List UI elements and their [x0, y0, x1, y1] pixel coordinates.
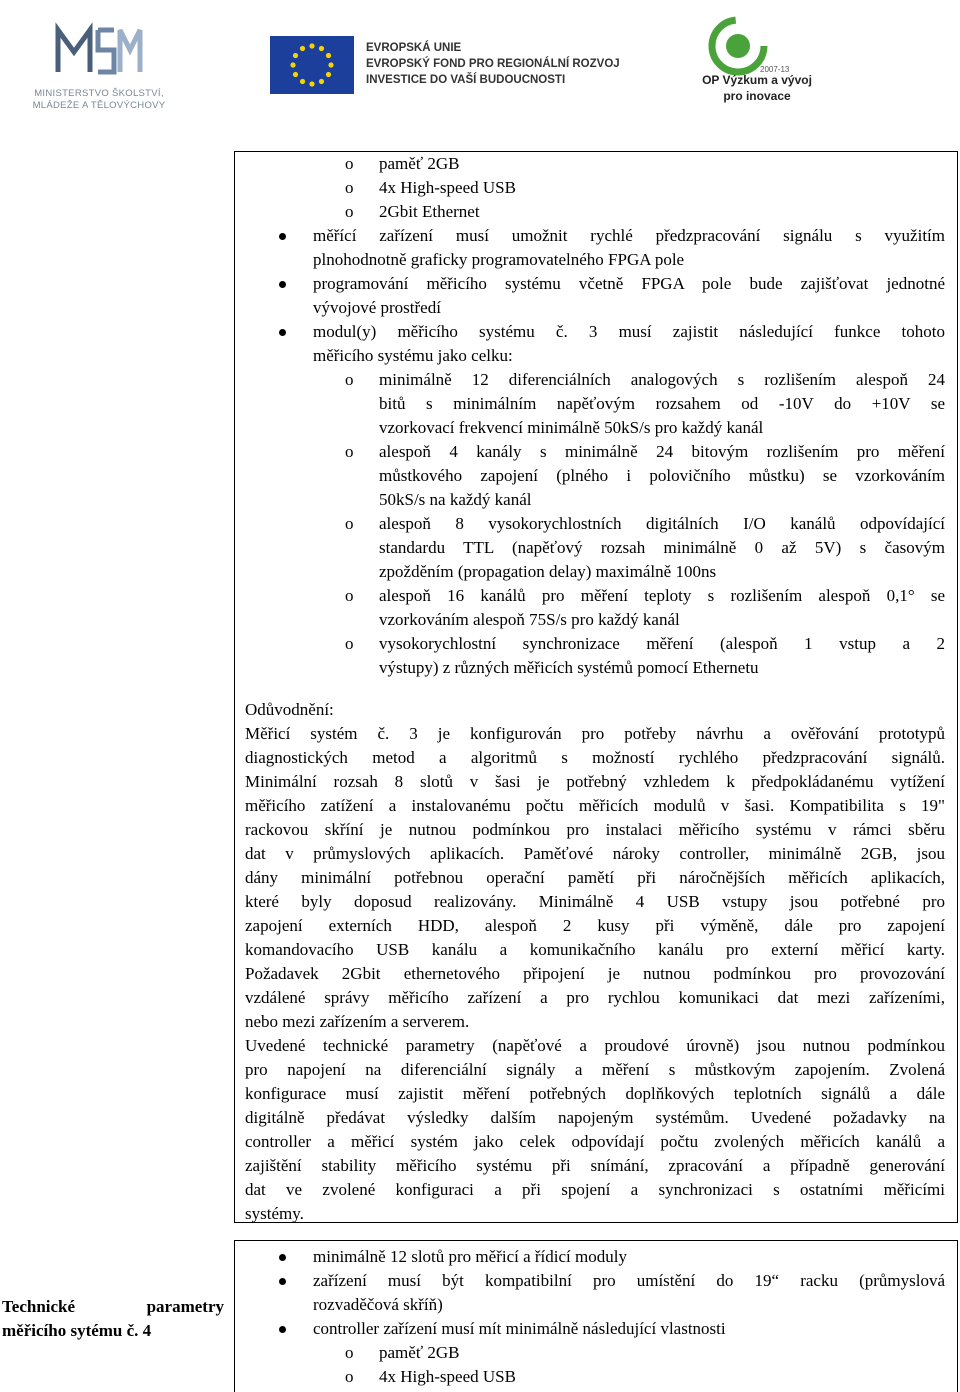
section-label-line1: Technické parametry	[2, 1297, 224, 1316]
sub-marker: o	[345, 1367, 354, 1386]
paragraph-line: dat v průmyslových aplikacích. Paměťové nároky controller, minimálně 2GB, jsou	[245, 844, 945, 863]
bullet-text: měřící zařízení musí umožnit rychlé předzpracování signálu s využitím	[313, 226, 945, 245]
sub-item: alespoň 16 kanálů pro měření teploty s rozlišením alespoň 0,1° se	[379, 586, 945, 605]
bullet-text: rozvaděčová skříň)	[313, 1295, 443, 1314]
paragraph-line: komandovacího USB kanálu a komunikačního kanálu pro externí měřicí karty.	[245, 940, 945, 959]
paragraph-line: konfigurace musí zajistit měření potřebných doplňkových teplotních signálů a dále	[245, 1084, 945, 1103]
eu-line-1: EVROPSKÁ UNIE	[366, 42, 462, 54]
eu-star-icon	[319, 46, 324, 51]
parameters-box-3	[234, 151, 958, 1223]
eu-star-icon	[309, 81, 314, 86]
op-vyzkum-logo-icon	[690, 14, 820, 124]
sub-marker: o	[345, 178, 354, 197]
sub-item: vzorkováním alespoň 75S/s pro každý kanál	[379, 610, 680, 629]
paragraph-line: Minimální rozsah 8 slotů v šasi je potřebný vzhledem k předpokládanému vytížení	[245, 772, 945, 791]
paragraph-line: Požadavek 2Gbit ethernetového připojení je nutnou podmínkou pro provozování	[245, 964, 945, 983]
sub-item: zpožděním (propagation delay) maximálně 100ns	[379, 562, 717, 581]
paragraph-line: Měřicí systém č. 3 je konfigurován pro potřeby návrhu a ověřování prototypů	[245, 724, 945, 743]
bullet-icon	[279, 281, 286, 288]
op-years: 2007-13	[760, 65, 790, 74]
sub-item: výstupy) z různých měřicích systémů pomocí Ethernetu	[379, 658, 759, 677]
bullet-text: měřicího systému jako celku:	[313, 346, 513, 365]
section-label	[2, 1295, 224, 1343]
sub-marker: o	[345, 586, 354, 605]
paragraph-line: zajištění stability měřicího systému při snímání, zpracování a případně generování	[245, 1156, 945, 1175]
sub-marker: o	[345, 442, 354, 461]
bullet-icon	[279, 329, 286, 336]
sub-item: standardu TTL (napěťový rozsah minimálně 0 až 5V) s časovým	[379, 538, 945, 557]
bullet-text: zařízení musí být kompatibilní pro umístění do 19“ racku (průmyslová	[313, 1271, 945, 1290]
bullet-icon	[279, 1254, 286, 1261]
bullet-text: vývojové prostředí	[313, 298, 441, 317]
eu-star-icon	[328, 62, 333, 67]
sub-item: paměť 2GB	[379, 154, 460, 173]
bullet-text: modul(y) měřicího systému č. 3 musí zajistit následující funkce tohoto	[313, 322, 945, 341]
sub-item: 2Gbit Ethernet	[379, 202, 480, 221]
bullet-icon	[279, 1278, 286, 1285]
paragraph-line: systémy.	[245, 1204, 304, 1223]
sub-item: můstkového zapojení (plného i polovičního můstku) se vzorkováním	[379, 466, 945, 485]
bullet-text: minimálně 12 slotů pro měřicí a řídicí moduly	[313, 1247, 627, 1266]
paragraph-line: controller a měřicí systém jako celek odpovídají počtu zvolených měřicích kanálů a	[245, 1132, 945, 1151]
sub-item: 4x High-speed USB	[379, 178, 516, 197]
op-text	[692, 72, 822, 104]
eu-line-3: INVESTICE DO VAŠÍ BUDOUCNOSTI	[366, 74, 566, 86]
sub-marker: o	[345, 154, 354, 173]
eu-flag-icon	[270, 36, 354, 94]
sub-item: bitů s minimálním napěťovým rozsahem od -10V do +10V se	[379, 394, 945, 413]
paragraph-line: rackovou skříní je nutnou podmínkou pro instalaci měřicího systému v rámci sběru	[245, 820, 945, 839]
paragraph-line: které byly doposud realizovány. Minimálně 4 USB vstupy jsou potřebné pro	[245, 892, 945, 911]
paragraph-line: pro napojení na diferenciální signály a měření s můstkovým zapojením. Zvolená	[245, 1060, 945, 1079]
bullet-text: programování měřicího systému včetně FPGA pole bude zajišťovat jednotné	[313, 274, 945, 293]
sub-item: 50kS/s na každý kanál	[379, 490, 532, 509]
sub-item: vysokorychlostní synchronizace měření (alespoň 1 vstup a 2	[379, 634, 945, 653]
eu-star-icon	[309, 43, 314, 48]
section-label-line2: měřicího sytému č. 4	[2, 1321, 152, 1340]
eu-star-icon	[326, 53, 331, 58]
eu-star-icon	[300, 46, 305, 51]
sub-item: alespoň 4 kanály s minimálně 24 bitovým rozlišením pro měření	[379, 442, 945, 461]
sub-marker: o	[345, 1343, 354, 1362]
eu-star-icon	[293, 53, 298, 58]
msmt-emblem-icon	[52, 22, 147, 80]
parameters-box-4	[234, 1240, 958, 1392]
sub-marker: o	[345, 202, 354, 221]
bullet-text: controller zařízení musí mít minimálně následující vlastnosti	[313, 1319, 726, 1338]
paragraph-line: vzdálené správy měřicího zařízení a pro rychlou komunikaci dat mezi zařízeními,	[245, 988, 945, 1007]
sub-item: vzorkovací frekvencí minimálně 50kS/s pro každý kanál	[379, 418, 764, 437]
paragraph-line: Uvedené technické parametry (napěťové a proudové úrovně) jsou nutnou podmínkou	[245, 1036, 945, 1055]
op-line-1: OP Výzkum a vývoj	[702, 73, 812, 87]
msmt-logo	[14, 22, 184, 112]
bullet-icon	[279, 233, 286, 240]
bullet-text: plnohodnotně graficky programovatelného FPGA pole	[313, 250, 685, 269]
paragraph-line: měřicího zatížení a instalovanému počtu měřicích modulů v šasi. Kompatibilita s 19"	[245, 796, 945, 815]
sub-item: paměť 2GB	[379, 1343, 460, 1362]
justification-heading: Odůvodnění:	[245, 700, 334, 719]
op-line-2: pro inovace	[723, 89, 791, 103]
eu-star-icon	[300, 79, 305, 84]
paragraph-line: dány minimální potřebnou operační pamětí při náročnějších měřicích aplikacích,	[245, 868, 945, 887]
sub-item: minimálně 12 diferenciálních analogových s rozlišením alespoň 24	[379, 370, 945, 389]
eu-star-icon	[326, 72, 331, 77]
bullet-icon	[279, 1326, 286, 1333]
sub-marker: o	[345, 634, 354, 653]
header-logos	[0, 0, 960, 130]
msmt-name-line2: MLÁDEŽE A TĚLOVÝCHOVY	[32, 100, 166, 111]
sub-item: 4x High-speed USB	[379, 1367, 516, 1386]
sub-marker: o	[345, 370, 354, 389]
paragraph-line: digitálně předávat výsledky dalším napojeným systémům. Uvedené požadavky na	[245, 1108, 945, 1127]
eu-star-icon	[290, 62, 295, 67]
paragraph-line: diagnostických metod a algoritmů s možností rychlého předzpracování signálů.	[245, 748, 945, 767]
paragraph-line: dat ve zvolené konfiguraci a při spojení a synchronizaci s ostatními měřicími	[245, 1180, 945, 1199]
eu-star-icon	[319, 79, 324, 84]
msmt-name-line1: MINISTERSTVO ŠKOLSTVÍ,	[34, 88, 164, 99]
paragraph-line: nebo mezi zařízením a serverem.	[245, 1012, 470, 1031]
sub-item: alespoň 8 vysokorychlostních digitálních I/O kanálů odpovídající	[379, 514, 945, 533]
eu-text	[366, 40, 626, 88]
sub-marker: o	[345, 514, 354, 533]
paragraph-line: zapojení externích HDD, alespoň 2 kusy při výměně, dále pro zapojení	[245, 916, 945, 935]
eu-star-icon	[293, 72, 298, 77]
eu-line-2: EVROPSKÝ FOND PRO REGIONÁLNÍ ROZVOJ	[366, 58, 620, 70]
